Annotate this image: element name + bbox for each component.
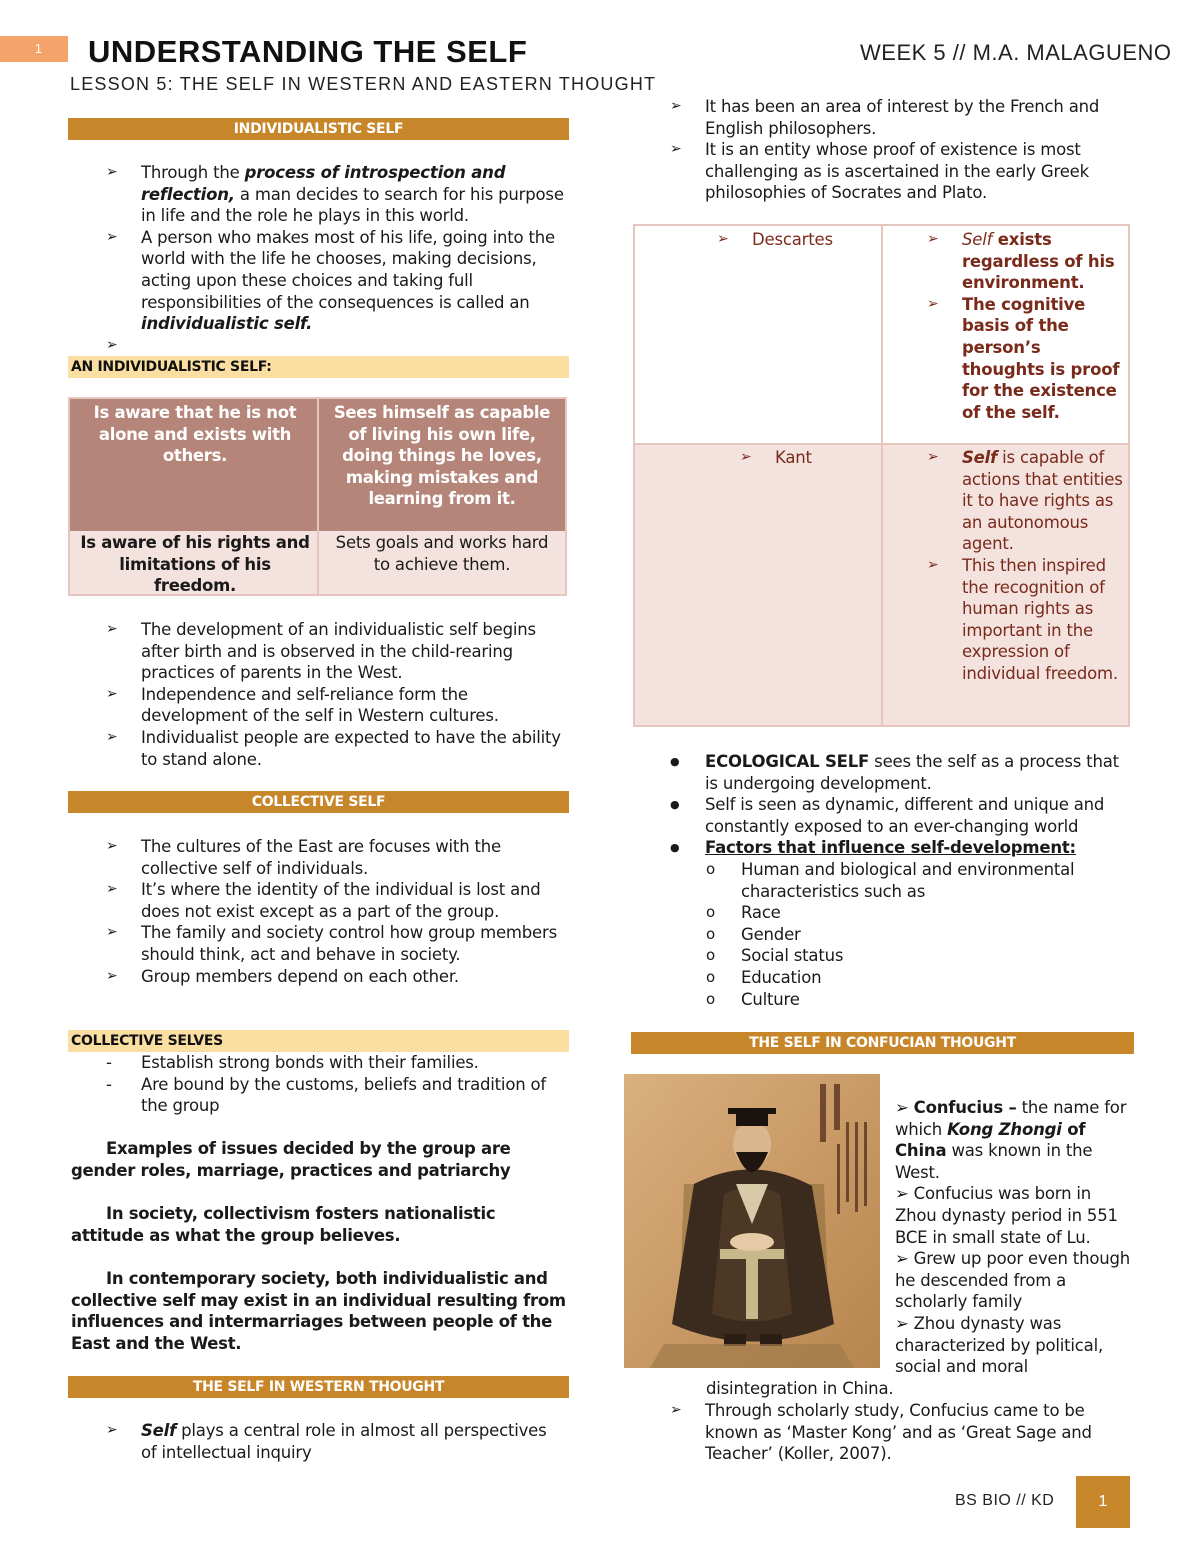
philosopher-descartes: ➢ Descartes bbox=[717, 229, 877, 251]
western-list-right bbox=[670, 96, 1130, 204]
list-item: - Establish strong bonds with their families. bbox=[106, 1052, 566, 1074]
factors-list bbox=[706, 859, 1130, 1010]
footer-page-number: 1 bbox=[1076, 1476, 1130, 1528]
list-item: ➢ This then inspired the recognition of human rights as important in the expression of individual freedom. bbox=[927, 555, 1125, 685]
list-item: ● ECOLOGICAL SELF sees the self as a process that is undergoing development. bbox=[670, 751, 1130, 794]
list-item: ➢ Individualist people are expected to have the ability to stand alone. bbox=[106, 727, 566, 770]
an-individualistic-self-heading: AN INDIVIDUALISTIC SELF: bbox=[68, 356, 569, 378]
list-item: - Are bound by the customs, beliefs and tradition of the group bbox=[106, 1074, 566, 1117]
confucius-list bbox=[670, 1400, 1132, 1465]
lesson-title: LESSON 5: THE SELF IN WESTERN AND EASTERN THOUGHT bbox=[70, 74, 657, 94]
list-item-empty bbox=[106, 335, 566, 357]
kant-ideas bbox=[927, 447, 1125, 685]
list-item: ➢ The cognitive basis of the person’s thoughts is proof for the existence of the self. bbox=[927, 294, 1125, 424]
list-item: o Race bbox=[706, 902, 1130, 924]
list-item: ➢ Self is capable of actions that entities it to have rights as an autonomous agent. bbox=[927, 447, 1125, 555]
confucius-portrait bbox=[624, 1074, 880, 1368]
list-item: ➢ Confucius was born in Zhou dynasty period in 551 BCE in small state of Lu. bbox=[895, 1184, 1118, 1247]
list-item: ➢ It has been an area of interest by the French and English philosophers. bbox=[670, 96, 1130, 139]
list-item: ➢ Independence and self-reliance form the development of the self in Western cultures. bbox=[106, 684, 566, 727]
paragraph-contemporary: In contemporary society, both individualistic and collective self may exist in an individual resulting from influences and intermarriages between people of the East and the West. bbox=[71, 1269, 566, 1353]
page-tab: 1 bbox=[0, 36, 68, 62]
descartes-ideas bbox=[927, 229, 1125, 423]
list-item: ● Factors that influence self-development: bbox=[670, 837, 1130, 859]
ecological-list bbox=[670, 751, 1130, 859]
list-item: o Gender bbox=[706, 924, 1130, 946]
collective-self-heading: COLLECTIVE SELF bbox=[68, 791, 569, 813]
list-item: ➢ A person who makes most of his life, going into the world with the life he chooses, making decisions, acting upon these choices and taking full responsibilities of the consequences is called an individualistic self. bbox=[106, 227, 566, 335]
list-item: ➢ Through scholarly study, Confucius came to be known as ‘Master Kong’ and as ‘Great Sage and Teacher’ (Koller, 2007). bbox=[670, 1400, 1132, 1465]
philosopher-kant: ➢ Kant bbox=[740, 447, 875, 469]
list-item: o Culture bbox=[706, 989, 1130, 1011]
list-item: ➢ Zhou dynasty was characterized by political, social and moral bbox=[895, 1313, 1104, 1377]
list-item: ➢ Grew up poor even though he descended from a scholarly family bbox=[895, 1249, 1131, 1312]
confucius-notes-continued: disintegration in China. bbox=[706, 1379, 894, 1398]
list-item: ➢ Confucius – the name for which Kong Zhongi of China was known in the West. bbox=[895, 1098, 1127, 1182]
list-item: o Human and biological and environmental characteristics such as bbox=[706, 859, 1130, 902]
document-title: UNDERSTANDING THE SELF bbox=[88, 34, 528, 69]
list-item: o Education bbox=[706, 967, 1130, 989]
collective-selves-list bbox=[106, 1052, 566, 1117]
list-item: ➢ The development of an individualistic self begins after birth and is observed in the child-rearing practices of parents in the West. bbox=[106, 619, 566, 684]
list-item: ➢ Through the process of introspection and reflection, a man decides to search for his purpose in life and the role he plays in this world. bbox=[106, 162, 566, 227]
list-item: ➢ Self plays a central role in almost all perspectives of intellectual inquiry bbox=[106, 1420, 566, 1463]
western-list-left bbox=[106, 1420, 566, 1463]
list-item: ➢ It is an entity whose proof of existence is most challenging as is ascertained in the early Greek philosophies of Socrates and Plato. bbox=[670, 139, 1130, 204]
list-item: o Social status bbox=[706, 945, 1130, 967]
table-cell: Is aware that he is not alone and exists with others. bbox=[93, 403, 297, 466]
table-cell: Sees himself as capable of living his own life, doing things he loves, making mistakes and learning from it. bbox=[333, 403, 551, 509]
paragraph-examples: Examples of issues decided by the group are gender roles, marriage, practices and patriarchy bbox=[71, 1139, 511, 1180]
confucian-thought-heading: THE SELF IN CONFUCIAN THOUGHT bbox=[631, 1032, 1134, 1054]
individualistic-list bbox=[106, 162, 566, 356]
western-thought-heading: THE SELF IN WESTERN THOUGHT bbox=[68, 1376, 569, 1398]
collective-selves-heading: COLLECTIVE SELVES bbox=[68, 1030, 569, 1052]
confucius-notes bbox=[895, 1097, 1133, 1378]
table-cell: Sets goals and works hard to achieve them. bbox=[335, 533, 549, 574]
list-item: ● Self is seen as dynamic, different and unique and constantly exposed to an ever-changing world bbox=[670, 794, 1130, 837]
list-item: ➢ The cultures of the East are focuses with the collective self of individuals. bbox=[106, 836, 566, 879]
week-label: WEEK 5 // M.A. MALAGUENO bbox=[860, 40, 1172, 65]
individualistic-self-heading: INDIVIDUALISTIC SELF bbox=[68, 118, 569, 140]
list-item: ➢ Group members depend on each other. bbox=[106, 966, 566, 988]
table-cell: Is aware of his rights and limitations of his freedom. bbox=[80, 533, 310, 596]
list-item: ➢ The family and society control how group members should think, act and behave in society. bbox=[106, 922, 566, 965]
paragraph-collectivism: In society, collectivism fosters nationalistic attitude as what the group believes. bbox=[71, 1204, 496, 1245]
philosophers-table bbox=[633, 224, 1130, 727]
individualistic-table bbox=[68, 397, 567, 596]
footer-course: BS BIO // KD bbox=[955, 1492, 1055, 1509]
list-item: ➢ It’s where the identity of the individual is lost and does not exist except as a part of the group. bbox=[106, 879, 566, 922]
collective-list bbox=[106, 836, 566, 987]
individualistic-after-list bbox=[106, 619, 566, 770]
list-item: ➢ Self exists regardless of his environment. bbox=[927, 229, 1125, 294]
